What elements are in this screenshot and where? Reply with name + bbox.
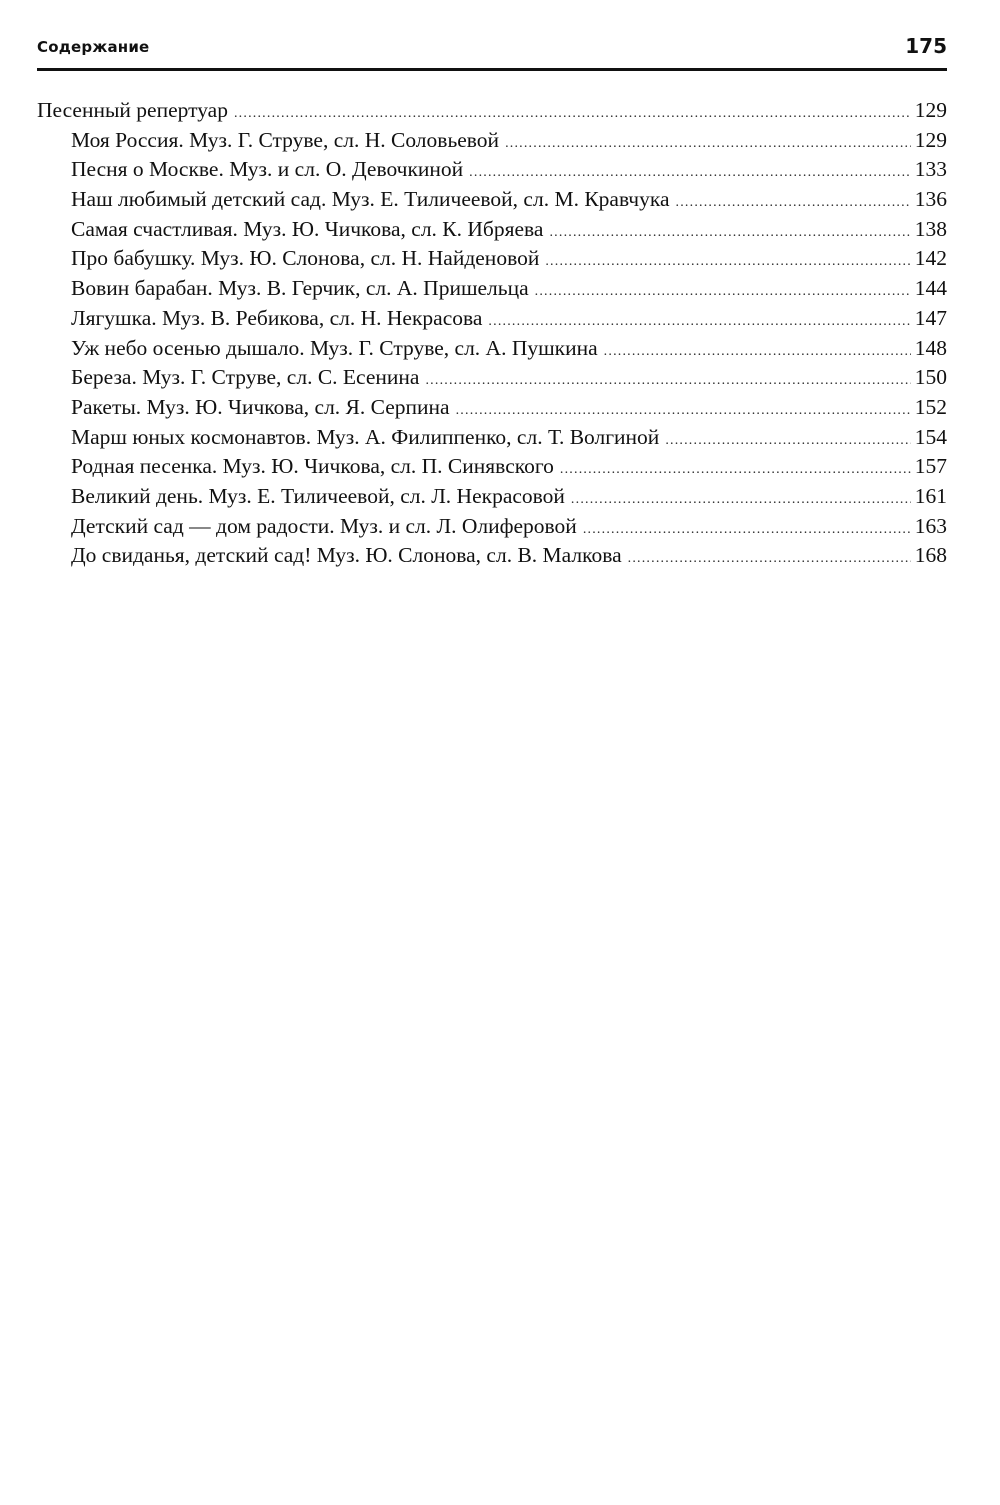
toc-item-page: 148 <box>914 335 947 360</box>
running-header <box>37 30 947 71</box>
toc-item[interactable] <box>37 423 947 453</box>
toc-item-title: Великий день. Муз. Е. Тиличеевой, сл. Л. Некрасовой <box>71 483 565 508</box>
toc-item-page: 133 <box>914 157 947 182</box>
toc-item-page: 152 <box>914 394 947 419</box>
toc-item[interactable] <box>37 215 947 245</box>
toc-item-title: Уж небо осенью дышало. Муз. Г. Струве, сл. А. Пушкина <box>71 335 598 360</box>
toc-item-page: 142 <box>914 246 947 271</box>
toc-item-page: 144 <box>914 276 947 301</box>
toc-item-title: Наш любимый детский сад. Муз. Е. Тиличеевой, сл. М. Кравчука <box>71 187 670 212</box>
dot-leader <box>488 307 910 337</box>
toc-item-title: Самая счастливая. Муз. Ю. Чичкова, сл. К. Ибряева <box>71 216 544 241</box>
dot-leader <box>628 544 911 574</box>
dot-leader <box>234 99 911 129</box>
dot-leader <box>535 277 911 307</box>
toc-item[interactable] <box>37 274 947 304</box>
toc-item-title: Моя Россия. Муз. Г. Струве, сл. Н. Соловьевой <box>71 127 500 152</box>
toc-item[interactable] <box>37 541 947 571</box>
toc-section-page: 129 <box>914 98 947 122</box>
dot-leader <box>583 515 911 545</box>
toc-section-row[interactable] <box>37 96 947 126</box>
toc-item-page: 150 <box>914 365 947 390</box>
toc-item[interactable] <box>37 452 947 482</box>
dot-leader <box>456 396 911 426</box>
page-number: 175 <box>905 34 947 58</box>
toc-item[interactable] <box>37 244 947 274</box>
toc-item-title: Марш юных космонавтов. Муз. А. Филиппенко, сл. Т. Волгиной <box>71 424 660 449</box>
toc-item-page: 154 <box>914 424 947 449</box>
toc-item[interactable] <box>37 155 947 185</box>
toc-item-page: 129 <box>914 127 947 152</box>
toc-item-page: 163 <box>914 513 947 538</box>
toc-item[interactable] <box>37 126 947 156</box>
table-of-contents <box>37 96 947 571</box>
dot-leader <box>665 426 910 456</box>
toc-item[interactable] <box>37 482 947 512</box>
toc-item[interactable] <box>37 334 947 364</box>
dot-leader <box>571 485 911 515</box>
toc-item-title: Ракеты. Муз. Ю. Чичкова, сл. Я. Серпина <box>71 394 450 419</box>
dot-leader <box>469 158 911 188</box>
toc-item[interactable] <box>37 393 947 423</box>
toc-item-title: Береза. Муз. Г. Струве, сл. С. Есенина <box>71 365 420 390</box>
toc-item-page: 157 <box>914 454 947 479</box>
toc-item-title: Про бабушку. Муз. Ю. Слонова, сл. Н. Найденовой <box>71 246 540 271</box>
toc-item-page: 161 <box>914 483 947 508</box>
dot-leader <box>560 455 911 485</box>
toc-item-title: До свиданья, детский сад! Муз. Ю. Слонова, сл. В. Малкова <box>71 543 622 568</box>
toc-item-page: 136 <box>914 187 947 212</box>
toc-item[interactable] <box>37 512 947 542</box>
toc-item-title: Детский сад — дом радости. Муз. и сл. Л. Олиферовой <box>71 513 577 538</box>
dot-leader <box>505 129 911 159</box>
running-header-title: Содержание <box>37 38 150 56</box>
toc-item-page: 168 <box>914 543 947 568</box>
book-page <box>37 30 947 571</box>
dot-leader <box>545 247 910 277</box>
toc-item-page: 138 <box>914 216 947 241</box>
dot-leader <box>425 366 910 396</box>
toc-item-title: Вовин барабан. Муз. В. Герчик, сл. А. Пришельца <box>71 276 529 301</box>
toc-item-title: Родная песенка. Муз. Ю. Чичкова, сл. П. Синявского <box>71 454 554 479</box>
toc-item-title: Песня о Москве. Муз. и сл. О. Девочкиной <box>71 157 464 182</box>
toc-item[interactable] <box>37 304 947 334</box>
toc-section-title: Песенный репертуар <box>37 98 228 122</box>
toc-item-title: Лягушка. Муз. В. Ребикова, сл. Н. Некрасова <box>71 305 483 330</box>
dot-leader <box>549 218 910 248</box>
toc-item[interactable] <box>37 363 947 393</box>
toc-item[interactable] <box>37 185 947 215</box>
dot-leader <box>676 188 911 218</box>
toc-item-page: 147 <box>914 305 947 330</box>
dot-leader <box>604 337 911 367</box>
